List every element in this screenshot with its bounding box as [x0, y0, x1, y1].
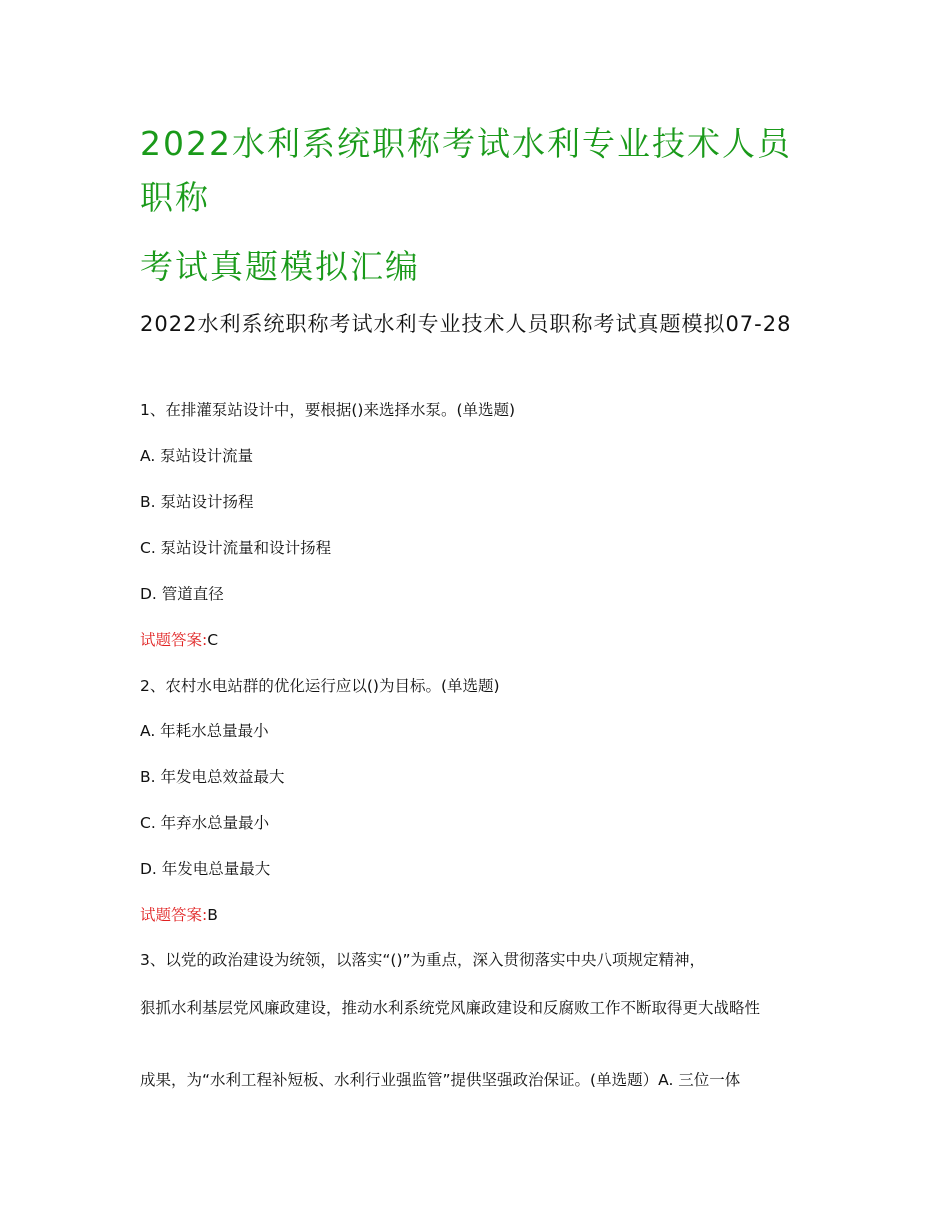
- question-2-stem: 2、农村水电站群的优化运行应以()为目标。(单选题): [140, 677, 500, 695]
- document-title-line-2: 职称: [140, 178, 210, 217]
- question-3-stem-part-3: 成果，为“水利工程补短板、水利行业强监管”提供坚强政治保证。(单选题）A. 三位一体: [140, 1071, 741, 1089]
- question-2-option-c: C. 年弃水总量最小: [140, 814, 270, 832]
- question-3-stem-part-1: 3、以党的政治建设为统领，以落实“()”为重点，深入贯彻落实中央八项规定精神，: [140, 951, 706, 969]
- answer-value: C: [207, 631, 219, 649]
- question-2-option-a: A. 年耗水总量最小: [140, 722, 269, 740]
- question-2-option-b: B. 年发电总效益最大: [140, 768, 285, 786]
- answer-label: 试题答案:: [140, 631, 208, 649]
- answer-label: 试题答案:: [140, 906, 208, 924]
- question-1-answer: [140, 628, 218, 652]
- question-3-stem-part-2: 狠抓水利基层党风廉政建设，推动水利系统党风廉政建设和反腐败工作不断取得更大战略性: [140, 999, 761, 1017]
- document-title-line-3: 考试真题模拟汇编: [140, 247, 420, 286]
- question-2-answer: [140, 903, 218, 927]
- answer-value: B: [207, 906, 218, 924]
- question-1-option-c: C. 泵站设计流量和设计扬程: [140, 539, 332, 557]
- question-1-option-a: A. 泵站设计流量: [140, 447, 254, 465]
- document-subtitle: 2022水利系统职称考试水利专业技术人员职称考试真题模拟07-28: [140, 312, 792, 336]
- question-1-option-d: D. 管道直径: [140, 585, 224, 603]
- document-title-line-1: 2022水利系统职称考试水利专业技术人员: [140, 124, 792, 163]
- question-2-option-d: D. 年发电总量最大: [140, 860, 271, 878]
- question-1-option-b: B. 泵站设计扬程: [140, 493, 254, 511]
- question-1-stem: 1、在排灌泵站设计中，要根据()来选择水泵。(单选题): [140, 401, 516, 419]
